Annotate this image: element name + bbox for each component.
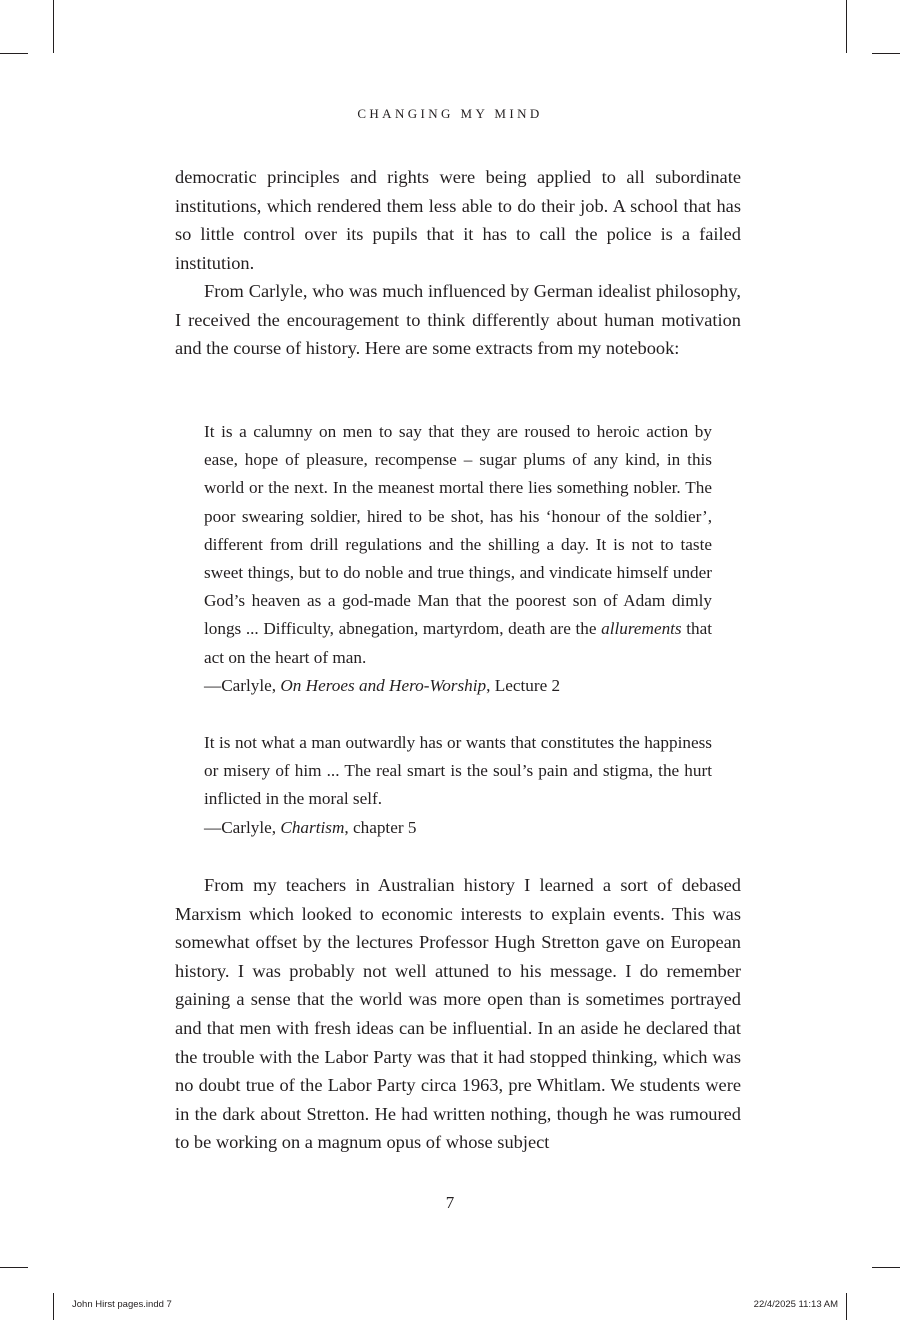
crop-mark [0, 1267, 28, 1268]
attribution-suffix: , chapter 5 [344, 817, 417, 837]
quote-attribution [204, 814, 712, 842]
body-paragraph-2 [175, 277, 741, 363]
crop-mark [872, 1267, 900, 1268]
attribution-title: Chartism [280, 817, 345, 837]
crop-mark [53, 0, 54, 53]
running-head: CHANGING MY MIND [357, 106, 543, 121]
quote-text [204, 418, 712, 672]
quote-text-part: that act on the heart of man. [204, 619, 712, 667]
page-number: 7 [445, 1193, 455, 1212]
paragraph-text: From Carlyle, who was much influenced by German idealist philosophy, I received the encouragement to think differently about human motivation and the course of history. Here are some extracts from my notebook: [175, 281, 741, 359]
quote-emphasis: allurements [601, 619, 682, 639]
crop-mark [846, 1293, 847, 1320]
slug-file-info: John Hirst pages.indd 7 [72, 1299, 172, 1310]
crop-mark [846, 0, 847, 53]
crop-mark [53, 1293, 54, 1320]
block-quote-1 [204, 418, 712, 700]
attribution-prefix: —Carlyle, [204, 675, 281, 695]
quote-text: It is not what a man outwardly has or wants that constitutes the happiness or misery of him ... The real smart is the soul’s pain and stigma, the hurt inflicted in the moral self. [204, 733, 712, 809]
quote-text-part: It is a calumny on men to say that they are roused to heroic action by ease, hope of pleasure, recompense – sugar plums of any kind, in this world or the next. In the meanest mortal there lies something nobler. The poor swearing soldier, hired to be shot, has his ‘honour of the soldier’, different from drill regulations and the shilling a day. It is not to taste sweet things, but to do noble and true things, and vindicate himself under God’s heaven as a god-made Man that the poorest son of Adam dimly longs ... Difficulty, abnegation, martyrdom, death are the [204, 422, 712, 639]
body-paragraph-1 [175, 163, 741, 277]
paragraph-text: From my teachers in Australian history I learned a sort of debased Marxism which looked to economic interests to explain events. This was somewhat offset by the lectures Professor Hugh Stretton gave on European history. I was probably not well attuned to his message. I do remember gaining a sense that the world was more open than is sometimes portrayed and that men with fresh ideas can be influential. In an aside he declared that the trouble with the Labor Party was that it had stopped thinking, which was no doubt true of the Labor Party circa 1963, pre Whitlam. We students were in the dark about Stretton. He had written nothing, though he was rumoured to be working on a magnum opus of whose subject [175, 875, 741, 1153]
quote-attribution [204, 672, 712, 700]
block-quote-2 [204, 729, 712, 842]
attribution-prefix: —Carlyle, [204, 817, 281, 837]
crop-mark [872, 53, 900, 54]
attribution-suffix: , Lecture 2 [486, 675, 561, 695]
crop-mark [0, 53, 28, 54]
body-paragraph-3 [175, 871, 741, 1157]
attribution-title: On Heroes and Hero-Worship [280, 675, 487, 695]
paragraph-text: democratic principles and rights were being applied to all subordinate institutions, which rendered them less able to do their job. A school that has so little control over its pupils that it has to call the police is a failed institution. [175, 167, 741, 273]
slug-date-info: 22/4/2025 11:13 AM [753, 1299, 838, 1310]
